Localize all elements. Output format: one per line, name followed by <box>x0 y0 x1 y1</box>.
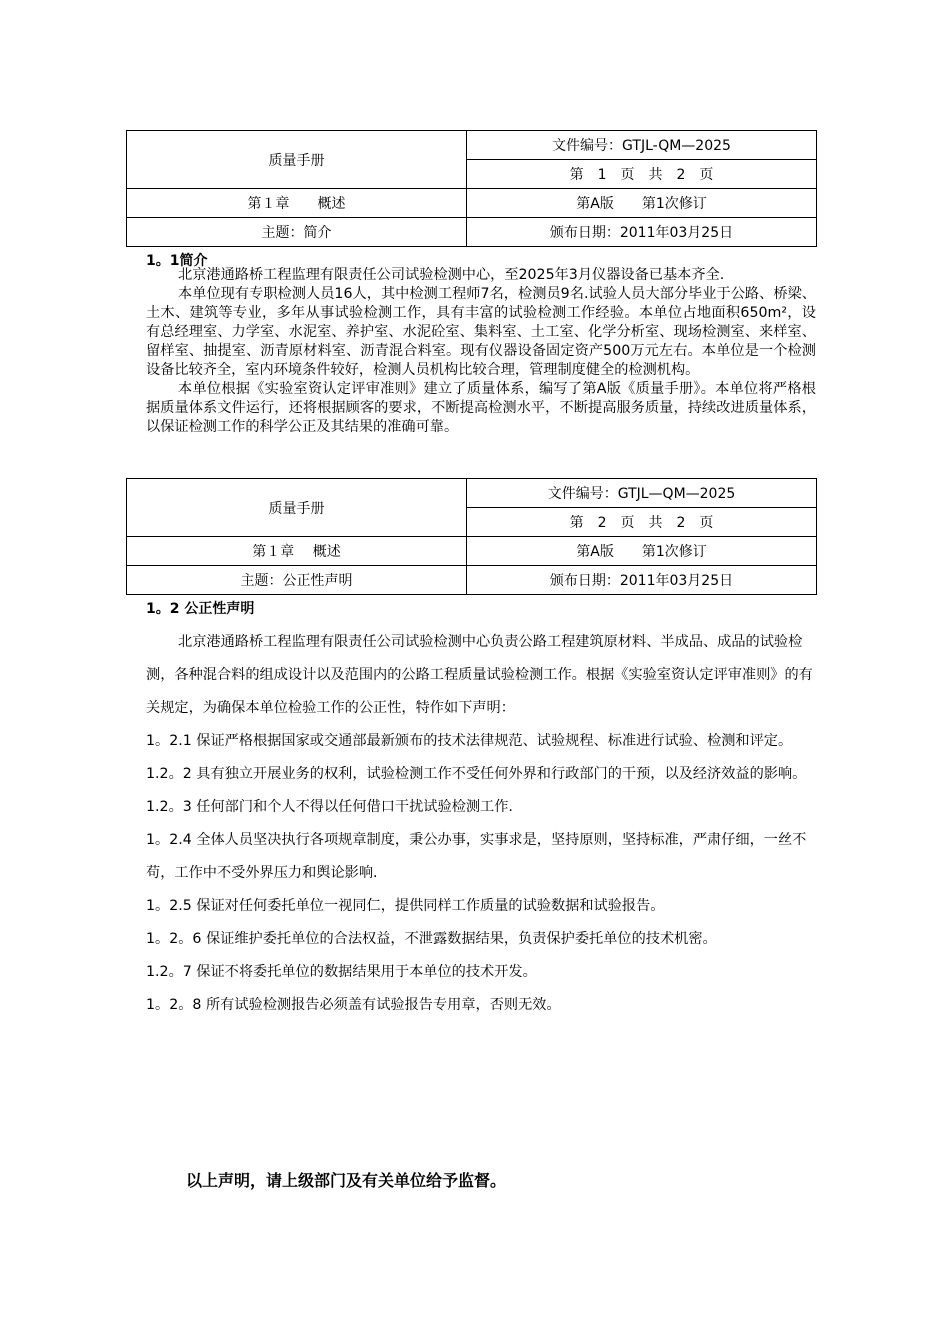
intro-section <box>146 266 816 437</box>
statement-item: 1。2。8 所有试验检测报告必须盖有试验报告专用章，否则无效。 <box>146 997 561 1013</box>
statement-item: 1。2.5 保证对任何委托单位一视同仁，提供同样工作质量的试验数据和试验报告。 <box>146 898 665 914</box>
issue-date: 颁布日期：2011年03月25日 <box>467 218 817 247</box>
section-heading-intro: 1。1简介 <box>146 253 208 269</box>
statement-item: 1。2.1 保证严格根据国家或交通部最新颁布的技术法律规范、试验规程、标准进行试验、检测和评定。 <box>146 733 793 749</box>
paragraph: 北京港通路桥工程监理有限责任公司试验检测中心，至2025年3月仪器设备已基本齐全. <box>178 267 725 283</box>
manual-title: 质量手册 <box>127 131 467 189</box>
paragraph: 本单位现有专职检测人员16人，其中检测工程师7名，检测员9名.试验人员大部分毕业于公路、桥梁、土木、建筑等专业，多年从事试验检测工作，具有丰富的试验检测工作经验。本单位占地面积650m²，设有总经理室、力学室、水泥室、养护室、水泥砼室、集料室、土工室、化学分析室、现场检测室、来样室、留样室、抽提室、沥青原材料室、沥青混合料室。现有仪器设备固定资产500万元左右。本单位是一个检测设备比较齐全，室内环境条件较好，检测人员机构比较合理，管理制度健全的检测机构。 <box>146 286 816 378</box>
doc-number: 文件编号：GTJL-QM—2025 <box>467 131 817 160</box>
chapter: 第１章 概述 <box>127 189 467 218</box>
issue-date: 颁布日期：2011年03月25日 <box>467 566 817 595</box>
closing-statement: 以上声明，请上级部门及有关单位给予监督。 <box>186 1171 507 1190</box>
statement-item: 1。2.4 全体人员坚决执行各项规章制度，秉公办事，实事求是，坚持原则，坚持标准，严肃仔细，一丝不苟，工作中不受外界压力和舆论影响. <box>146 832 807 881</box>
intro-paragraph: 北京港通路桥工程监理有限责任公司试验检测中心负责公路工程建筑原材料、半成品、成品的试验检测，各种混合料的组成设计以及范围内的公路工程质量试验检测工作。根据《实验室资认定评审准则》的有关规定，为确保本单位检验工作的公正性，特作如下声明： <box>146 634 813 716</box>
subject: 主题：公正性声明 <box>127 566 467 595</box>
page-count: 第 2 页 共 2 页 <box>467 508 817 537</box>
chapter: 第１章 概述 <box>127 537 467 566</box>
paragraph: 本单位根据《实验室资认定评审准则》建立了质量体系，编写了第A版《质量手册》。本单位将严格根据质量体系文件运行，还将根据顾客的要求，不断提高检测水平，不断提高服务质量，持续改进质量体系，以保证检测工作的科学公正及其结果的准确可靠。 <box>146 381 816 435</box>
statement-item: 1.2。3 任何部门和个人不得以任何借口干扰试验检测工作. <box>146 799 513 815</box>
impartiality-section <box>146 626 816 1022</box>
statement-item: 1.2。2 具有独立开展业务的权利，试验检测工作不受任何外界和行政部门的干预，以及经济效益的影响。 <box>146 766 807 782</box>
manual-title: 质量手册 <box>127 479 467 537</box>
version: 第A版 第1次修订 <box>467 189 817 218</box>
header-table-page1 <box>126 130 817 247</box>
version: 第A版 第1次修订 <box>467 537 817 566</box>
subject: 主题：简介 <box>127 218 467 247</box>
section-heading-impartiality: 1。2 公正性声明 <box>146 601 255 617</box>
doc-number: 文件编号：GTJL—QM—2025 <box>467 479 817 508</box>
header-table-page2 <box>126 478 817 595</box>
statement-item: 1.2。7 保证不将委托单位的数据结果用于本单位的技术开发。 <box>146 964 537 980</box>
page-count: 第 1 页 共 2 页 <box>467 160 817 189</box>
statement-item: 1。2。6 保证维护委托单位的合法权益，不泄露数据结果，负责保护委托单位的技术机密。 <box>146 931 717 947</box>
